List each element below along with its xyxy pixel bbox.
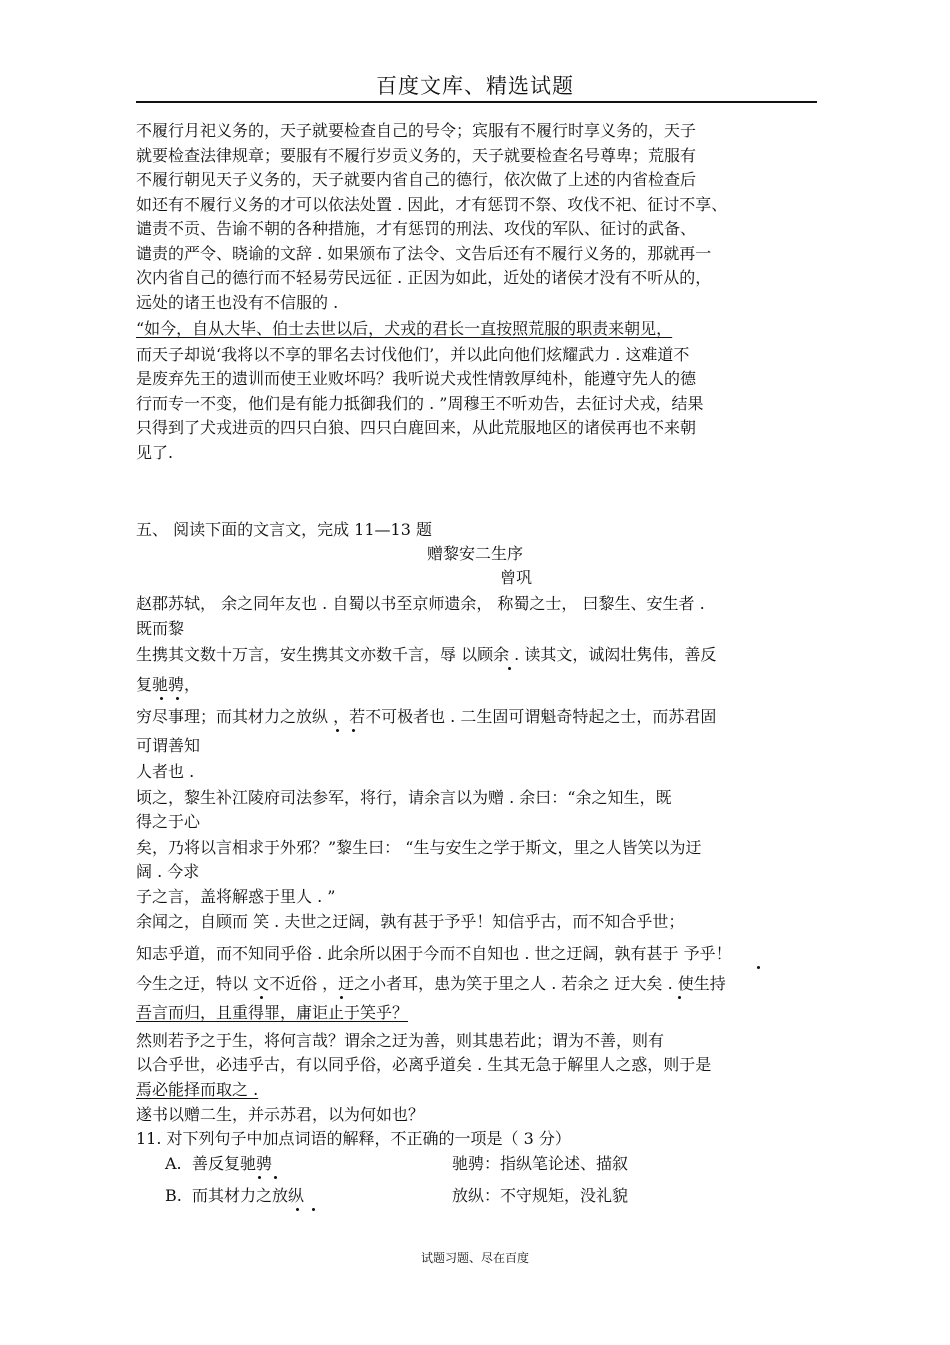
option-b-letter: B. [165, 1186, 182, 1205]
page-footer: 试题习题、尽在百度 [420, 1251, 529, 1265]
passage-line: 子之言，盖将解惑于里人 . ” [136, 887, 336, 906]
passage-line: 然则若予之于生，将何言哉？谓余之迂为善，则其患若此；谓为不善，则有 [136, 1031, 665, 1050]
passage-line: 余闻之，自顾而 笑 . 夫世之迂阔，孰有甚于予乎！知信乎古，而不知合乎世； [136, 912, 685, 931]
header-rule [136, 101, 817, 103]
emphasis-dot [176, 697, 179, 700]
passage-title: 赠黎安二生序 [426, 544, 523, 563]
option-a-letter: A. [165, 1154, 182, 1173]
emphasis-dot [258, 1176, 261, 1179]
passage-line: 阔 . 今求 [136, 862, 200, 881]
passage-line: 生携其文数十万言，安生携其文亦数千言，辱 以顾余 . 读其文，诚闳壮隽伟，善反 [136, 645, 717, 664]
page-header-title: 百度文库、精选试题 [376, 74, 574, 98]
emphasis-dot [678, 996, 681, 999]
passage-line: 焉必能择而取之 . [136, 1080, 259, 1099]
option-a-sentence: 善反复驰骋 [192, 1154, 273, 1173]
option-a-explanation: 驰骋：指纵笔论述、描叙 [452, 1154, 629, 1173]
emphasis-dot [336, 729, 339, 732]
emphasis-dot [312, 1208, 315, 1211]
section-heading: 五、 阅读下面的文言文，完成 11—13 题 [136, 520, 432, 539]
passage-line: 得之于心 [136, 812, 201, 831]
translation-line: 远处的诸王也没有不信服的 . [136, 293, 339, 312]
passage-line: 既而黎 [136, 619, 185, 638]
passage-line: 复驰骋， [136, 675, 201, 694]
passage-line: 以合乎世，必违乎古，有以同乎俗，必离乎道矣 . 生其无急于解里人之惑，则于是 [136, 1055, 712, 1074]
emphasis-dot [274, 1176, 277, 1179]
passage-line: 可谓善知 [136, 736, 201, 755]
passage-line: 人者也 . [136, 762, 195, 781]
emphasis-dot [260, 996, 263, 999]
passage-line: 赵郡苏轼， 余之同年友也 . 自蜀以书至京师遗余， 称蜀之士， 曰黎生、安生者 . [136, 594, 705, 613]
passage-author: 曾巩 [500, 568, 533, 587]
translation-line: 谴责不贡、告谕不朝的各种措施，才有惩罚的刑法、攻伐的军队、征讨的武备、 [136, 219, 697, 238]
translation-line: 而天子却说‘我将以不享的罪名去讨伐他们’，并以此向他们炫耀武力 . 这难道不 [136, 345, 690, 364]
passage-line: 吾言而归，且重得罪，庸讵止于笑乎？ [136, 1003, 409, 1022]
translation-line: 见了. [136, 443, 174, 462]
translation-line: “如今，自从大毕、伯士去世以后，犬戎的君长一直按照荒服的职责来朝见， [136, 319, 673, 338]
translation-line: 不履行月祀义务的，天子就要检查自己的号令；宾服有不履行时享义务的，天子 [136, 121, 697, 140]
translation-line: 行而专一不变，他们是有能力抵御我们的 . ”周穆王不听劝告，去征讨犬戎，结果 [136, 394, 704, 413]
passage-line: 遂书以赠二生，并示苏君，以为何如也？ [136, 1105, 425, 1124]
passage-line: 穷尽事理；而其材力之放纵 ，若不可极者也 . 二生固可谓魁奇特起之士，而苏君固 [136, 707, 717, 726]
translation-line: 是废弃先王的遗训而使王业败坏吗？我听说犬戎性情敦厚纯朴，能遵守先人的德 [136, 369, 697, 388]
emphasis-dot [160, 697, 163, 700]
passage-line: 矣，乃将以言相求于外邪？”黎生曰： “生与安生之学于斯文，里之人皆笑以为迂 [136, 838, 702, 857]
translation-line: 谴责的严令、晓谕的文辞 . 如果颁布了法令、文告后还有不履行义务的，那就再一 [136, 244, 712, 263]
emphasis-dot [757, 966, 760, 969]
passage-line: 顷之，黎生补江陵府司法参军，将行，请余言以为赠 . 余曰：“余之知生，既 [136, 788, 672, 807]
translation-line: 就要检查法律规章；要服有不履行岁贡义务的，天子就要检查名号尊卑；荒服有 [136, 146, 697, 165]
translation-line: 不履行朝见天子义务的，天子就要内省自己的德行，依次做了上述的内省检查后 [136, 170, 697, 189]
option-b-sentence: 而其材力之放纵 [192, 1186, 305, 1205]
question-stem: 11. 对下列句子中加点词语的解释，不正确的一项是（ 3 分） [136, 1129, 571, 1148]
passage-line: 知志乎道，而不知同乎俗 . 此余所以困于今而不自知也 . 世之迂阔，孰有甚于 予乎！ [136, 944, 732, 963]
emphasis-dot [296, 1208, 299, 1211]
translation-line: 如还有不履行义务的才可以依法处置 . 因此，才有惩罚不祭、攻伐不祀、征讨不享、 [136, 195, 728, 214]
translation-line: 次内省自己的德行而不轻易劳民远征 . 正因为如此，近处的诸侯才没有不听从的， [136, 268, 712, 287]
option-b-explanation: 放纵：不守规矩，没礼貌 [452, 1186, 629, 1205]
emphasis-dot [508, 667, 511, 670]
passage-line: 今生之迂，特以 文不近俗 ，迂之小者耳，患为笑于里之人 . 若余之 迂大矣 . 使生持 [136, 974, 726, 993]
emphasis-dot [352, 729, 355, 732]
translation-line: 只得到了犬戎进贡的四只白狼、四只白鹿回来，从此荒服地区的诸侯再也不来朝 [136, 418, 697, 437]
emphasis-dot [340, 996, 343, 999]
